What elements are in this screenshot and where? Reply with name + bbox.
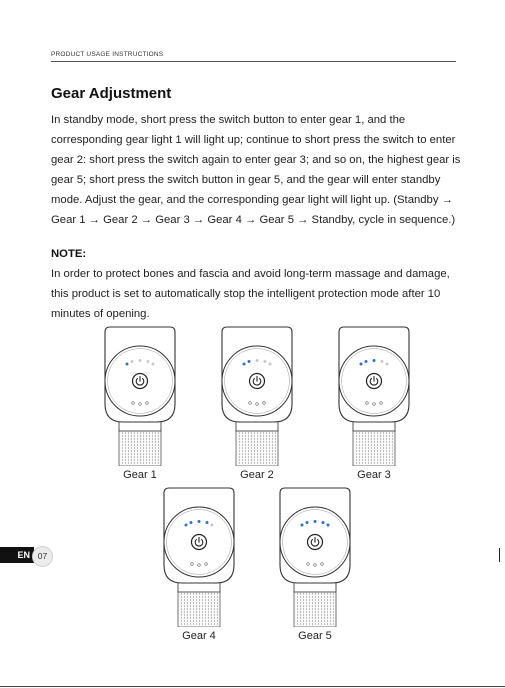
gear-indicator-light [126,363,129,366]
battery-indicator [321,563,324,566]
gear-indicator-light [185,524,188,527]
device-svg [156,487,242,627]
power-icon [133,374,148,389]
battery-indicator [380,402,383,405]
device-illustration-gear-4 [156,487,242,627]
device-illustration-gear-3 [331,326,417,466]
device-svg [214,326,300,466]
gear-indicator-light [264,360,267,363]
gear-indicator-light [306,521,309,524]
gear-indicator-light [206,521,209,524]
battery-indicator [132,402,135,405]
power-icon [192,535,207,550]
device-svg [272,487,358,627]
battery-indicator [249,402,252,405]
caption-gear-4: Gear 4 [182,630,216,642]
header-label: PRODUCT USAGE INSTRUCTIONS [51,51,164,58]
gear-indicator-light [373,359,376,362]
device-svg [97,326,183,466]
power-icon [250,374,265,389]
caption-gear-2: Gear 2 [240,469,274,481]
battery-indicator [139,403,142,406]
device-svg [331,326,417,466]
gear-indicator-light [314,520,317,523]
battery-indicator [263,402,266,405]
gear-indicator-light [269,363,272,366]
gear-indicator-light [301,524,304,527]
gear-indicator-light [139,359,142,362]
caption-gear-1: Gear 1 [123,469,157,481]
caption-gear-3: Gear 3 [357,469,391,481]
device-illustration-gear-5 [272,487,358,627]
power-icon [367,374,382,389]
bottom-rule [0,686,505,687]
gear-indicator-light [360,363,363,366]
device-illustration-gear-1 [97,326,183,466]
battery-indicator [307,563,310,566]
caption-gear-5: Gear 5 [298,630,332,642]
battery-indicator [373,403,376,406]
battery-indicator [191,563,194,566]
gear-indicator-light [327,524,330,527]
gear-indicator-light [152,363,155,366]
gear-indicator-light [243,363,246,366]
battery-indicator [146,402,149,405]
header-rule [51,61,456,62]
gear-indicator-light [131,360,134,363]
note-paragraph: In order to protect bones and fascia and avoid long-term massage and damage, this product is set to automatically stop the intelligent protection mode after 10 minutes of opening. [51,268,450,320]
instructions-paragraph: In standby mode, short press the switch button to enter gear 1, and the corresponding gear light 1 will light up; continue to short press the switch to enter gear 2: short press the switch again to enter gear 3; and so on, the highest gear is gear 5; short press the switch button in gear 5, and the gear will enter standby mode. Adjust the gear, and the corresponding gear light will light up. (Standby → Gear 1 → Gear 2 → Gear 3 → Gear 4 → Gear 5 → Standby, cycle in sequence.) [51,114,461,226]
gear-indicator-light [322,521,325,524]
battery-indicator [198,564,201,567]
power-icon [308,535,323,550]
gear-indicator-light [198,520,201,523]
page-edge-mark [499,548,500,562]
gear-indicator-light [190,521,193,524]
page-title: Gear Adjustment [51,85,172,102]
gear-indicator-light [147,360,150,363]
gear-indicator-light [381,360,384,363]
note-label: NOTE: [51,248,87,260]
battery-indicator [205,563,208,566]
gear-indicator-light [365,360,368,363]
gear-indicator-light [211,524,214,527]
battery-indicator [314,564,317,567]
gear-indicator-light [386,363,389,366]
device-illustration-gear-2 [214,326,300,466]
battery-indicator [366,402,369,405]
language-badge: EN [0,547,34,563]
gear-indicator-light [256,359,259,362]
page-number: 07 [32,546,53,567]
gear-indicator-light [248,360,251,363]
battery-indicator [256,403,259,406]
